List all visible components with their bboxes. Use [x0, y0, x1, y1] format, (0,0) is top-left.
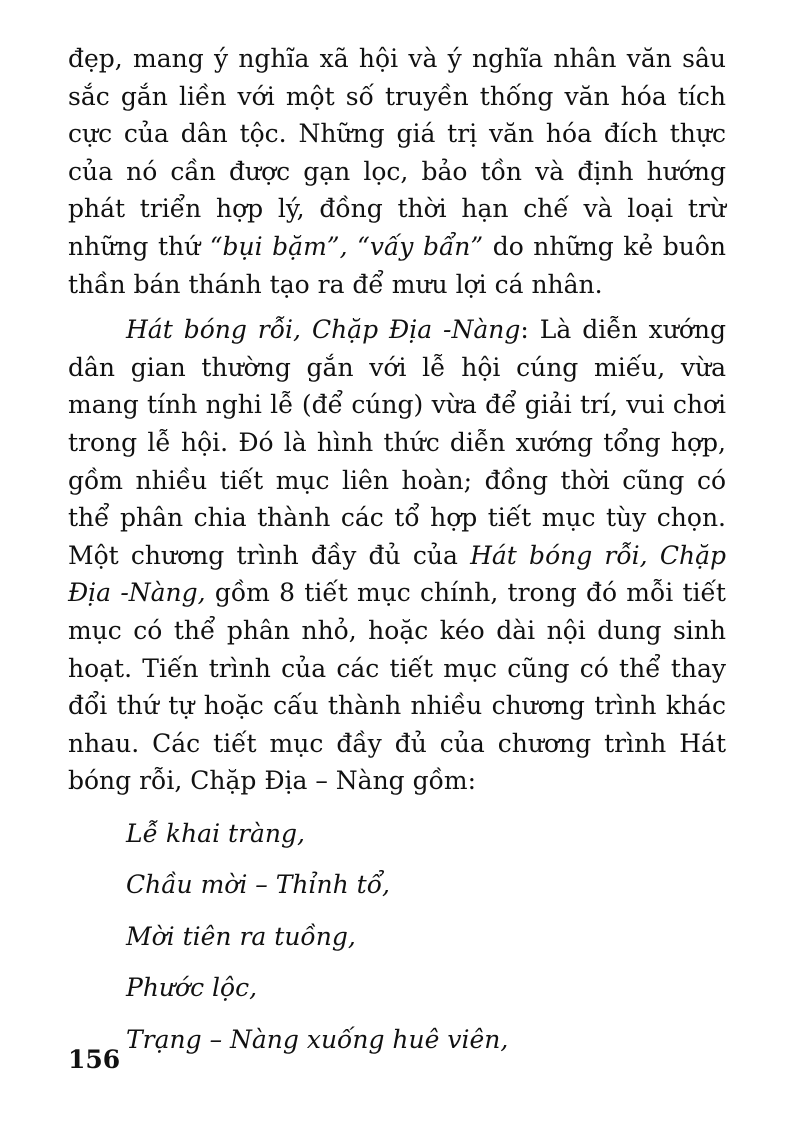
list-item: Chầu mời – Thỉnh tổ, [126, 870, 390, 900]
paragraph-1-text-end: do những kẻ buôn thần bán thánh tạo ra để mưu lợi cá nhân. [68, 231, 726, 299]
page-body [68, 40, 726, 1065]
list-item: Phước lộc, [126, 973, 258, 1003]
page-number: 156 [68, 1045, 121, 1074]
paragraph-2-text-2: gồm 8 tiết mục chính, trong đó mỗi tiết mục có thể phân nhỏ, hoặc kéo dài nội dung sinh hoạt. Tiến trình của các tiết mục cũng có thể thay đổi thứ tự hoặc cấu thành nhiều chương trình khác nhau. Các tiết mục đầy đủ của chương trình Hát bóng rỗi, Chặp Địa – Nàng gồm: [68, 578, 726, 796]
list-item: Lễ khai tràng, [126, 818, 305, 848]
list-item: Mời tiên ra tuồng, [126, 921, 356, 951]
program-list [68, 808, 726, 1066]
quoted-terms: “bụi bặm”, “vấy bẩn” [209, 231, 484, 261]
paragraph-1-text: đẹp, mang ý nghĩa xã hội và ý nghĩa nhân văn sâu sắc gắn liền với một số truyền thống văn hóa tích cực của dân tộc. Những giá trị văn hóa đích thực của nó cần được gạn lọc, bảo tồn và định hướng phát triển hợp lý, đồng thời hạn chế và loại trừ những thứ [68, 44, 726, 261]
section-title: Hát bóng rỗi, Chặp Địa -Nàng [126, 315, 521, 345]
section-title-repeat: Hát bóng rỗi, Chặp Địa -Nàng, [68, 540, 726, 608]
paragraph-1 [68, 40, 726, 303]
list-item: Trạng – Nàng xuống huê viên, [126, 1024, 509, 1054]
paragraph-2-text-1: : Là diễn xướng dân gian thường gắn với lễ hội cúng miếu, vừa mang tính nghi lễ (để cúng) vừa để giải trí, vui chơi trong lễ hội. Đó là hình thức diễn xướng tổng hợp, gồm nhiều tiết mục liên hoàn; đồng thời cũng có thể phân chia thành các tổ hợp tiết mục tùy chọn. Một chương trình đầy đủ của [68, 315, 726, 570]
paragraph-2 [68, 311, 726, 800]
